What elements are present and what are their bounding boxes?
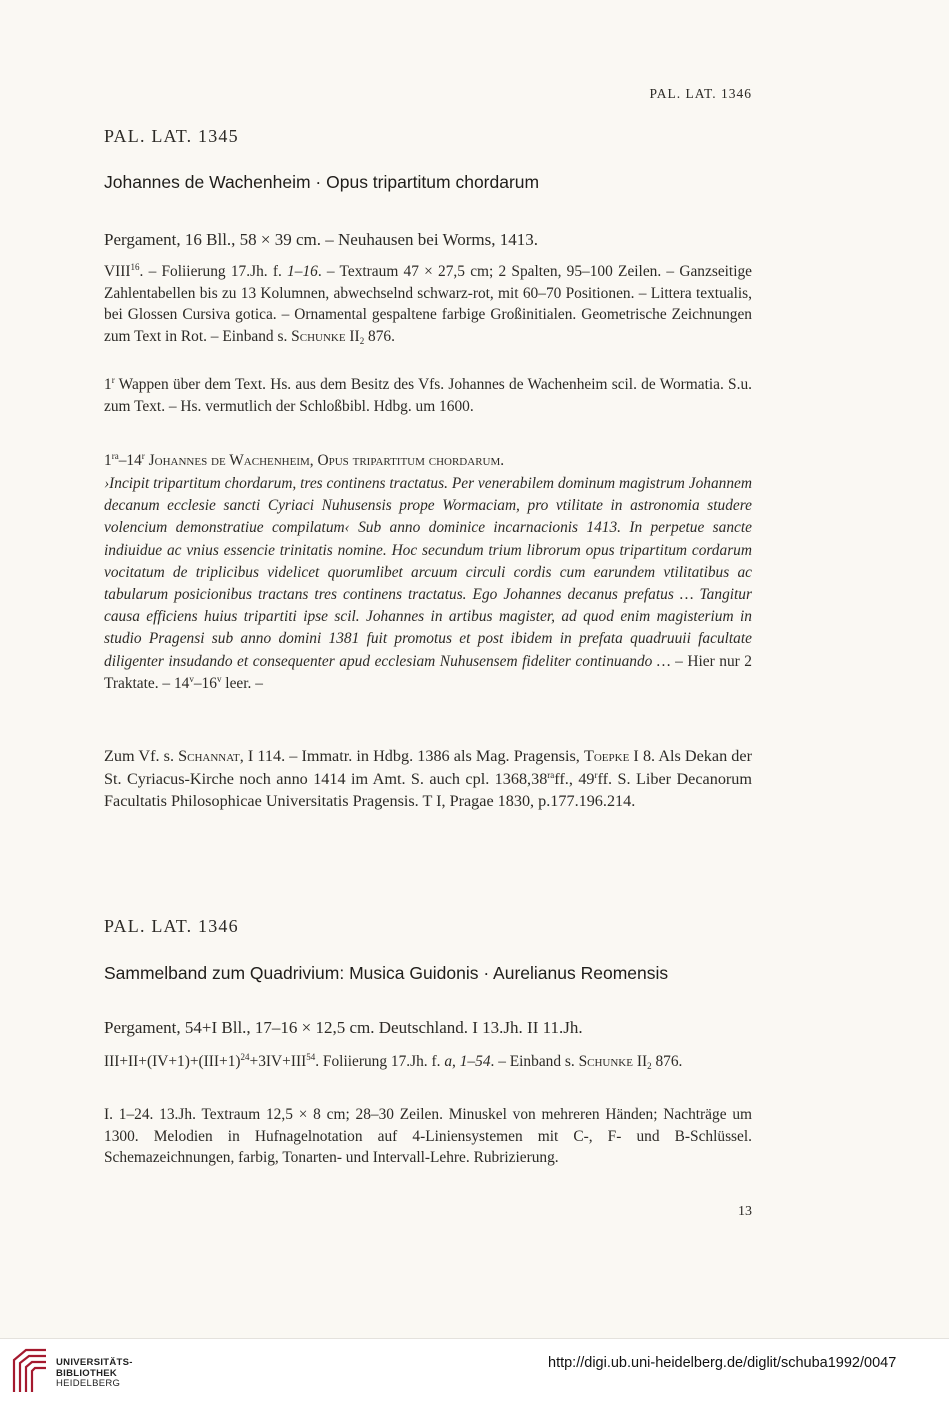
text-seg: leer. –: [221, 674, 263, 692]
quire-sup: 24: [240, 1052, 250, 1062]
text-seg: . – Foliierung 17.Jh. f.: [139, 263, 288, 280]
text-seg: – Hier nur 2 Traktate. – 14: [104, 652, 752, 692]
material-line-1346: Pergament, 54+I Bll., 17–16 × 12,5 cm. Deutschland. I 13.Jh. II 11.Jh.: [104, 1018, 583, 1037]
text-seg: II: [632, 1053, 648, 1070]
content-heading-1345: [104, 450, 752, 472]
text-seg: –14: [118, 452, 142, 469]
permalink-url[interactable]: http://digi.ub.uni-heidelberg.de/diglit/schuba1992/0047: [548, 1355, 897, 1371]
quire-sup: 16: [130, 262, 140, 272]
codicology-paragraph-1346: [104, 1051, 752, 1073]
folio-ref: 1: [104, 452, 112, 469]
folio-range: 1–54: [459, 1053, 491, 1070]
shelfmark-1346: PAL. LAT. 1346: [104, 916, 239, 936]
entry-title-1346: Sammelband zum Quadrivium: Musica Guidonis · Aurelianus Reomensis: [104, 963, 669, 983]
text-seg: . Foliierung 17.Jh. f.: [315, 1053, 445, 1070]
folio-sup: ra: [547, 769, 555, 780]
quire-sup: 54: [306, 1052, 316, 1062]
folio-sup: r: [111, 375, 115, 385]
folio-sup: ra: [111, 451, 119, 461]
shelfmark-1345: PAL. LAT. 1345: [104, 126, 239, 146]
library-name-line1: UNIVERSITÄTS-: [56, 1357, 133, 1368]
page-number: 13: [738, 1204, 752, 1219]
work-heading: Johannes de Wachenheim, Opus tripartitum chordarum.: [144, 452, 505, 469]
codicology-paragraph-1345: [104, 261, 752, 347]
entry-title-1345: Johannes de Wachenheim · Opus tripartitum chordarum: [104, 172, 540, 192]
ref-toepke: Toepke: [583, 747, 630, 765]
text-seg: II: [345, 327, 360, 345]
folio-sup: r: [594, 769, 598, 780]
incipit-text: ›Incipit tripartitum chordarum, tres continens tractatus. Per venerabilem dominum magistrum Johannem decanum ecclesie sancti Cyriaci Nuhusensis prope Wormaciam, pro vtilitate in astronomia studere volencium demonstratiue compilatum‹ Sub anno dominice incarnacionis 1413. In perpetue sancte indiuidue ac vnius essencie trinitatis nomine. Hoc secundum trium librorum opus tripartitum cordarum vocitatum de triplicibus videlicet quorumlibet arcuum circuli cordis cum earundem vtilitatibus ac tabularum posicionibus tractans tres continens tractatus. Ego Johannes decanus prefatus … Tangitur causa efficiens huius tripartiti ipse scil. Johannes in artibus magister, ad quod enim magisterium in studio Pragensi sub anno domini 1381 fuit promotus et post ibidem in prefata quadruuii facultate diligenter insudando et consequenter apud ecclesiam Nuhusensem fideliter continuando …: [104, 475, 752, 670]
ref-schannat: Schannat: [178, 747, 240, 765]
ref-schunke: Schunke: [578, 1053, 633, 1070]
description-paragraph-1346: I. 1–24. 13.Jh. Textraum 12,5 × 8 cm; 28–30 Zeilen. Minuskel von mehreren Händen; Nachträge um 1300. Melodien in Hufnagelnotation auf 4-Liniensystemen mit C-, F- und B-Schlüssel. Schemazeichnungen, farbig, Tonarten- und Intervall-Lehre. Rubrizierung.: [104, 1106, 752, 1167]
literature-paragraph-1345: [104, 745, 752, 813]
text-seg: ,: [452, 1053, 460, 1070]
material-line-1345: Pergament, 16 Bll., 58 × 39 cm. – Neuhausen bei Worms, 1413.: [104, 230, 538, 249]
library-name: [56, 1358, 133, 1390]
text-seg: –16: [193, 674, 217, 692]
vol-sub: 2: [359, 335, 365, 346]
text-seg: ff., 49: [554, 769, 595, 788]
folio-sup: v: [189, 673, 194, 684]
quire-formula: +3IV+III: [249, 1053, 307, 1070]
provenance-paragraph-1345: [104, 374, 752, 417]
text-seg: . – Einband s.: [490, 1053, 579, 1070]
library-logo-icon: [10, 1346, 50, 1394]
folio-sup: v: [216, 673, 222, 684]
footer-bar: [0, 1338, 949, 1411]
text-seg: , I 114. – Immatr. in Hdbg. 1386 als Mag. Pragensis,: [239, 747, 584, 765]
quire-formula: VIII: [104, 263, 131, 280]
text-seg: 876.: [651, 1053, 683, 1070]
quire-formula: III+II+(IV+1)+(III+1): [104, 1053, 241, 1070]
library-name-line2: BIBLIOTHEK: [56, 1367, 118, 1379]
folio-range: 1–16: [287, 263, 318, 280]
running-head: PAL. LAT. 1346: [649, 86, 752, 101]
text-seg: Zum Vf. s.: [104, 747, 179, 765]
text-seg: 876.: [364, 327, 395, 345]
library-name-line3: HEIDELBERG: [56, 1378, 121, 1389]
vol-sub: 2: [647, 1061, 652, 1071]
folio-ref: a: [444, 1053, 453, 1070]
text-seg: . – Textraum 47 × 27,5 cm; 2 Spalten, 95–100 Zeilen. – Ganzseitige Zahlentabellen bis zu 13 Kolumnen, abwechselnd schwarz-rot, mit 60–70 Positionen. – Littera textualis, bei Glossen Cursiva gotica. – Ornamental gespaltene farbige Großinitialen. Geometrische Zeichnungen zum Text in Rot. – Einband s.: [104, 263, 753, 345]
text-seg: I 8. Als Dekan der St. Cyriacus-Kirche noch anno 1414 im Amt. S. auch cpl. 1368,38: [104, 747, 752, 788]
incipit-paragraph-1345: [104, 473, 752, 695]
folio-sup: r: [141, 451, 145, 461]
folio-ref: 1: [104, 376, 112, 393]
text-seg: ff. S. Liber Decanorum Facultatis Philosophicae Universitatis Pragensis. T I, Pragae 1830, p.177.196.214.: [104, 769, 752, 811]
ref-schunke: Schunke: [291, 327, 346, 345]
text-seg: Wappen über dem Text. Hs. aus dem Besitz des Vfs. Johannes de Wachenheim scil. de Wormatia. S.u. zum Text. – Hs. vermutlich der Schloßbibl. Hdbg. um 1600.: [104, 376, 752, 415]
